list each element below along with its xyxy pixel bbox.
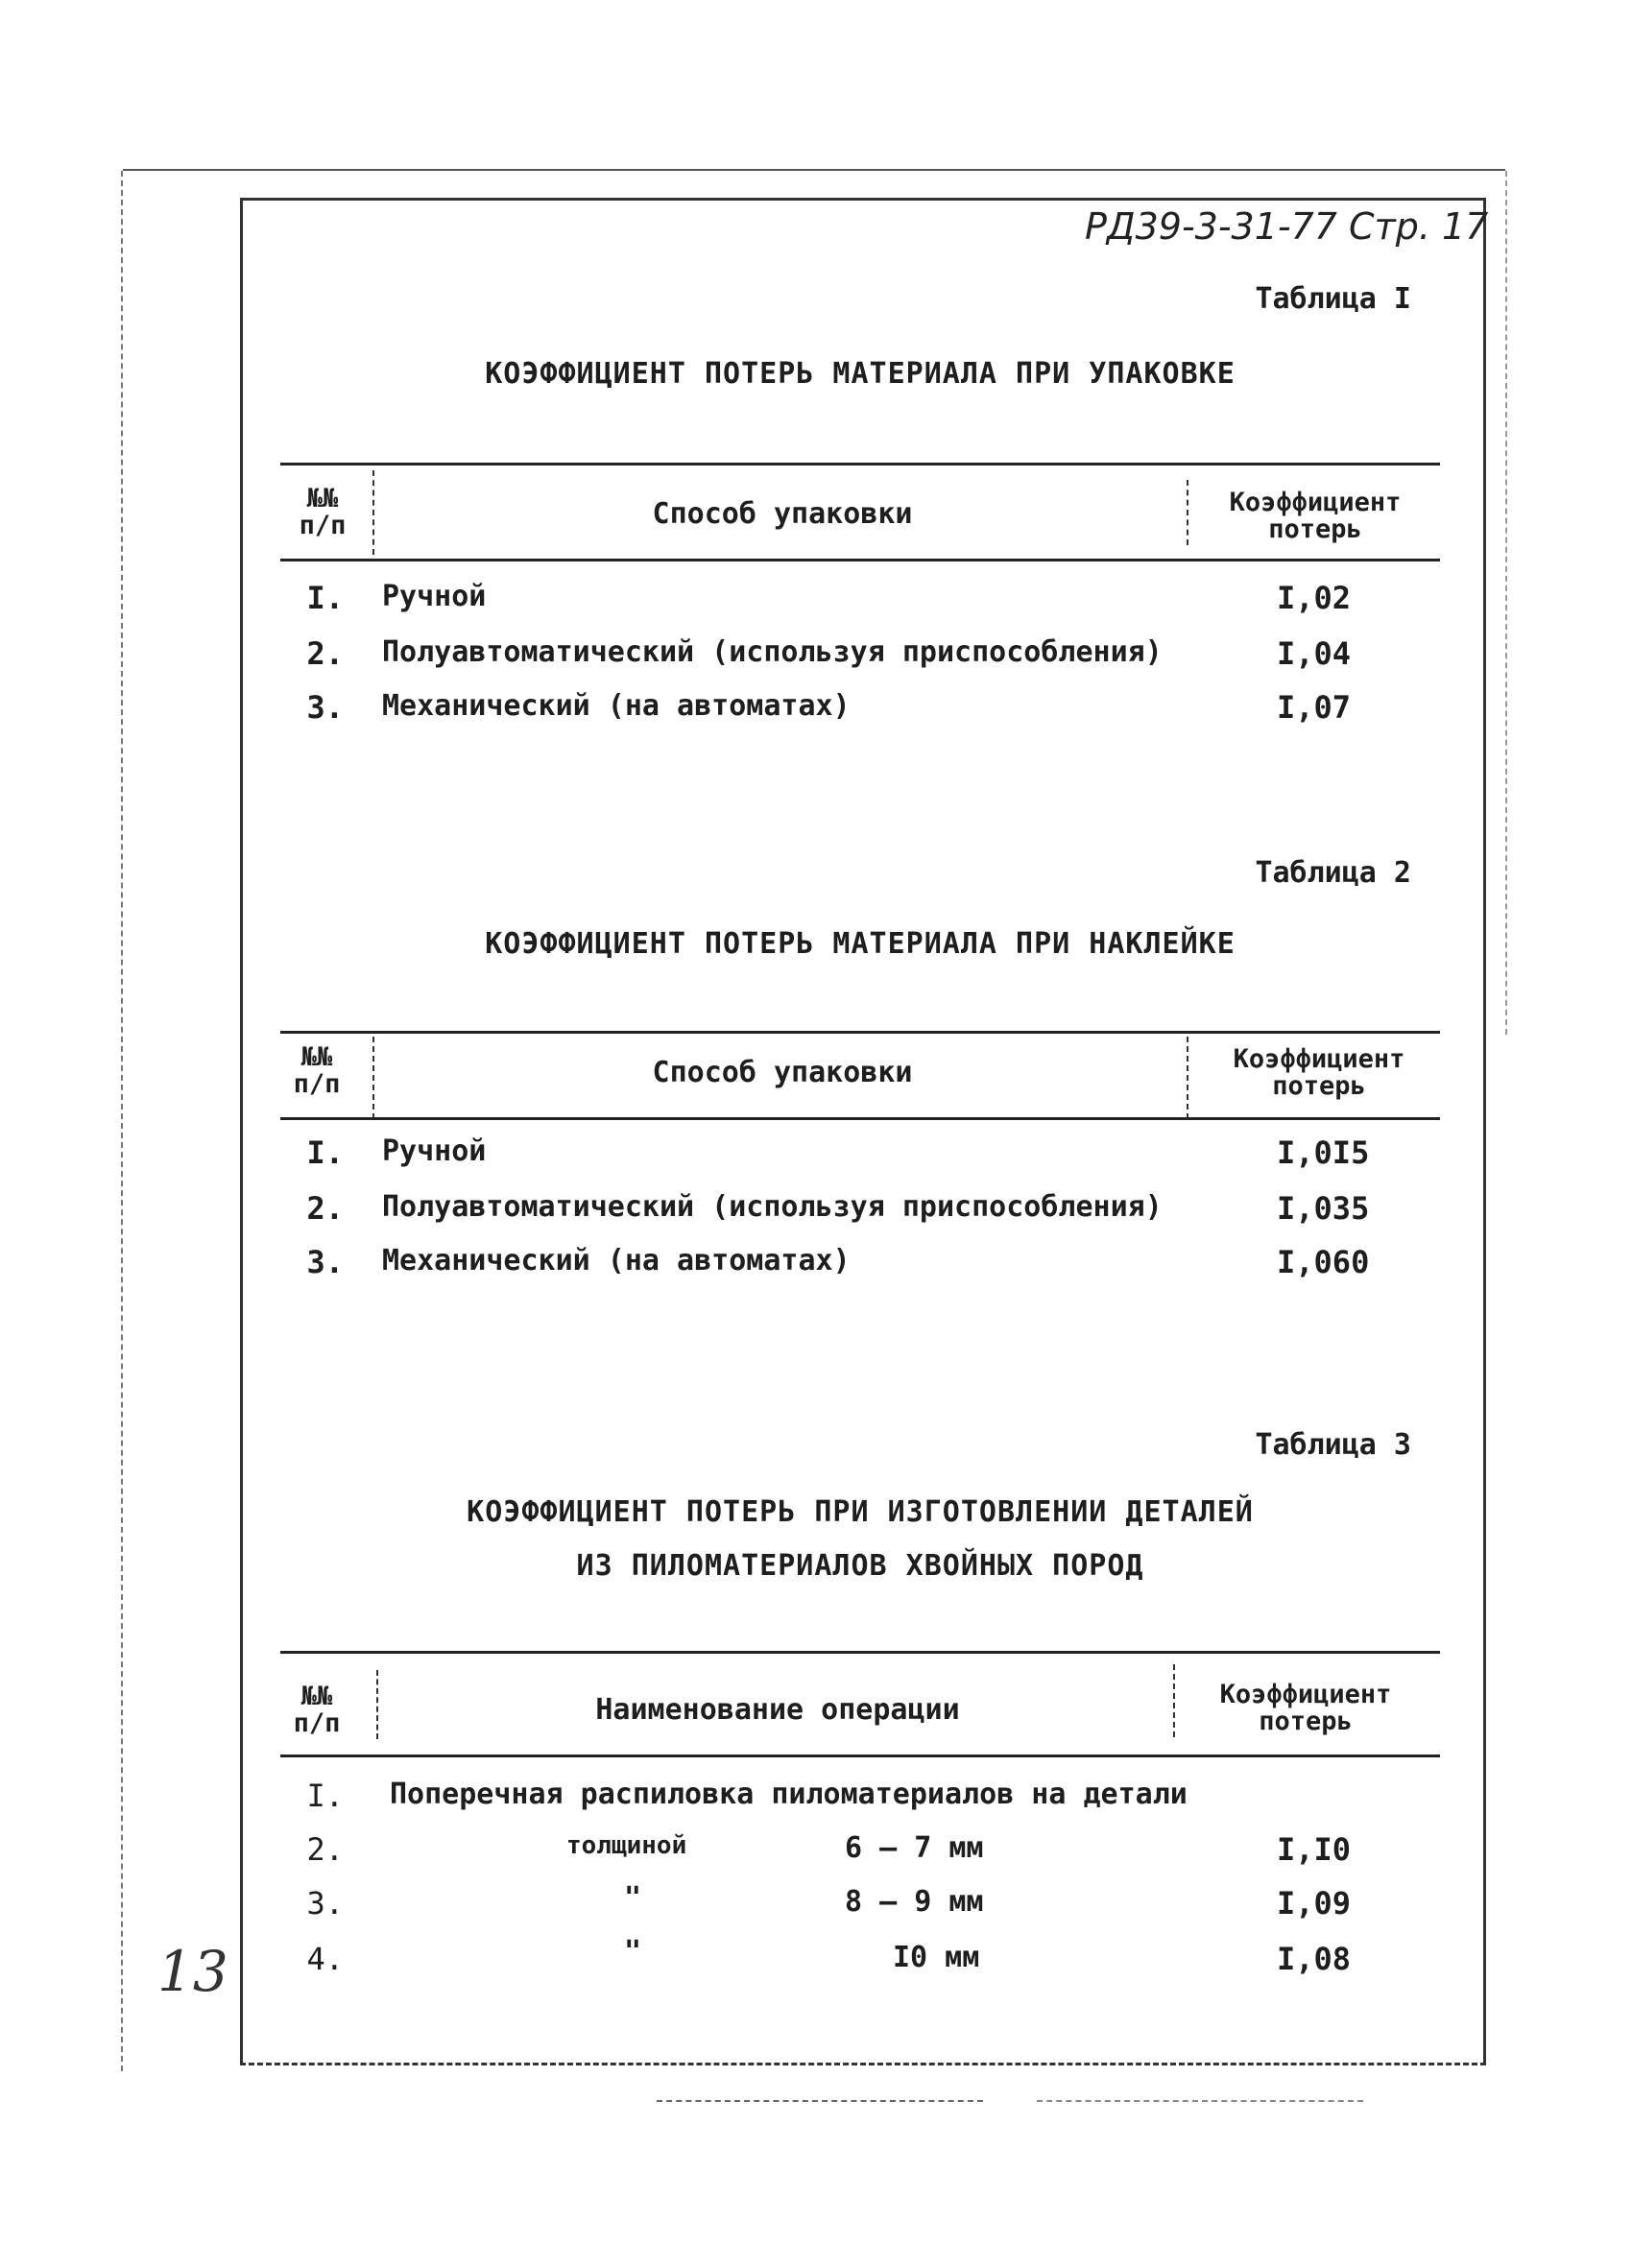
table1-title: КОЭФФИЦИЕНТ ПОТЕРЬ МАТЕРИАЛА ПРИ УПАКОВКЕ (485, 357, 1236, 391)
table1-row-value: I,04 (1277, 635, 1352, 672)
table1-row-value: I,02 (1277, 580, 1352, 616)
table3-row-thickness: " (624, 1935, 642, 1969)
table2-row-value: I,035 (1277, 1190, 1370, 1227)
table2-header-bottom-rule (280, 1117, 1440, 1120)
table2-row-num: I. (306, 1134, 344, 1171)
table3-row-value: I,09 (1277, 1885, 1352, 1922)
outer-frame-right (1505, 171, 1507, 1035)
table3-header-operation: Наименование операции (595, 1693, 960, 1727)
table1-header-top-rule (280, 463, 1440, 466)
table3-row-name: Поперечная распиловка пиломатериалов на детали (390, 1778, 1188, 1811)
table1-row-name: Ручной (382, 580, 487, 613)
table3-title-line1: КОЭФФИЦИЕНТ ПОТЕРЬ ПРИ ИЗГОТОВЛЕНИИ ДЕТАЛЕЙ (467, 1495, 1254, 1529)
table2-label: Таблица 2 (1255, 856, 1411, 890)
table2-header-top-rule (280, 1031, 1440, 1034)
table2-header-method: Способ упаковки (652, 1056, 913, 1089)
table3-row-num: 4. (306, 1941, 344, 1977)
table3-header-top-rule (280, 1651, 1440, 1654)
table3-row-num: 3. (306, 1885, 344, 1922)
table1-row-num: 3. (306, 689, 344, 726)
table2-row-value: I,0I5 (1277, 1134, 1370, 1171)
table3-row-range: 8 – 9 мм (845, 1885, 984, 1919)
table1-row-name: Полуавтоматический (используя приспособления) (382, 635, 1163, 669)
table3-row-thickness: " (624, 1881, 642, 1915)
table3-col-divider-1 (376, 1670, 378, 1739)
table3-col-divider-2 (1173, 1664, 1175, 1737)
table2-row-value: I,060 (1277, 1244, 1370, 1280)
document-code: РД39-3-31-77 Стр. 17 (1085, 205, 1489, 248)
table2-row-num: 2. (306, 1190, 344, 1227)
table3-row-value: I,08 (1277, 1941, 1352, 1977)
bottom-rule-right (1037, 2100, 1363, 2102)
table3-row-range: 6 – 7 мм (845, 1831, 984, 1865)
margin-page-number: 13 (157, 1939, 228, 2004)
table3-row-value: I,I0 (1277, 1831, 1352, 1868)
table1-col-divider-1 (372, 470, 374, 555)
table2-title: КОЭФФИЦИЕНТ ПОТЕРЬ МАТЕРИАЛА ПРИ НАКЛЕЙКЕ (485, 927, 1236, 961)
table3-row-num: I. (306, 1778, 344, 1814)
table1-label: Таблица I (1255, 282, 1411, 316)
table2-row-name: Полуавтоматический (используя приспособления) (382, 1190, 1163, 1224)
table2-row-name: Механический (на автоматах) (382, 1244, 851, 1277)
table3-header-coef: Коэффициент потерь (1219, 1680, 1392, 1736)
bottom-rule-left (657, 2100, 983, 2102)
table3-title-line2: ИЗ ПИЛОМАТЕРИАЛОВ ХВОЙНЫХ ПОРОД (576, 1549, 1144, 1583)
table3-header-num: №№ п/п (293, 1682, 341, 1738)
table1-header-coef: Коэффициент потерь (1229, 488, 1402, 544)
table1-header-num: №№ п/п (299, 484, 347, 540)
table3-row-thickness: толщиной (566, 1831, 687, 1860)
table3-label: Таблица 3 (1255, 1428, 1411, 1462)
table1-row-value: I,07 (1277, 689, 1352, 726)
table3-header-bottom-rule (280, 1755, 1440, 1757)
table2-header-coef: Коэффициент потерь (1233, 1044, 1405, 1101)
table1-row-num: I. (306, 580, 344, 616)
table1-header-bottom-rule (280, 559, 1440, 561)
table3-row-range: I0 мм (893, 1941, 980, 1974)
table1-row-num: 2. (306, 635, 344, 672)
table2-col-divider-1 (372, 1037, 374, 1119)
outer-frame-top (123, 169, 1505, 171)
table2-row-name: Ручной (382, 1134, 487, 1168)
table2-col-divider-2 (1187, 1037, 1188, 1119)
outer-frame-left (121, 171, 123, 2071)
table1-header-method: Способ упаковки (652, 497, 913, 531)
table1-row-name: Механический (на автоматах) (382, 689, 851, 723)
table2-row-num: 3. (306, 1244, 344, 1280)
table3-row-num: 2. (306, 1831, 344, 1868)
table1-col-divider-2 (1187, 480, 1188, 545)
table2-header-num: №№ п/п (293, 1042, 341, 1099)
